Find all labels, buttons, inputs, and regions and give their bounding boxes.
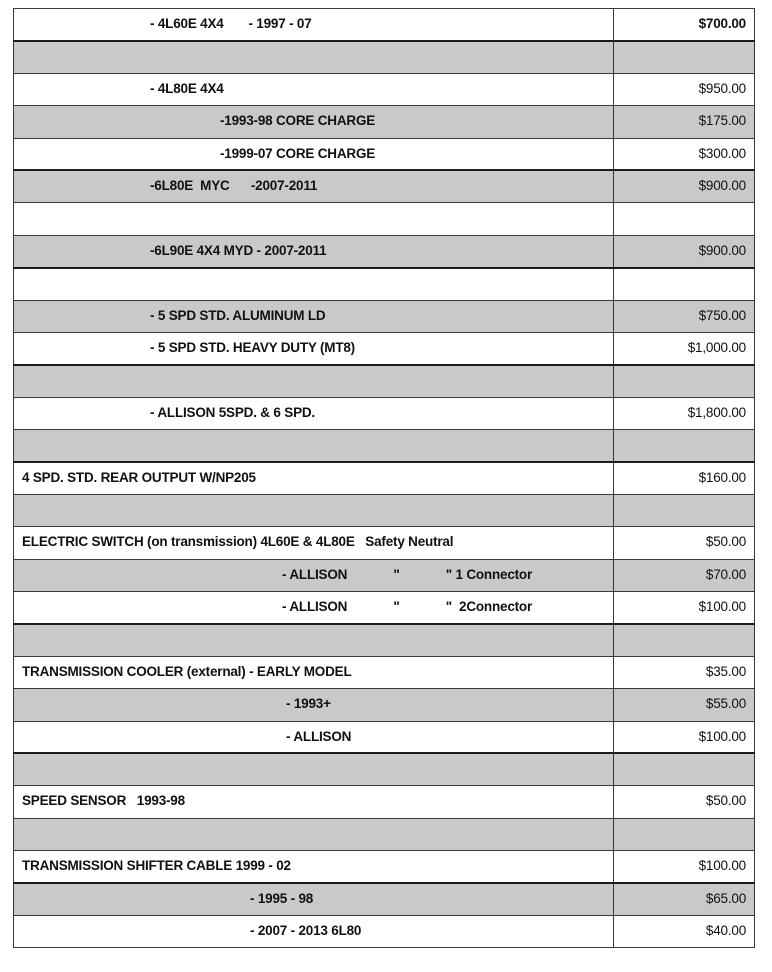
item-description: - 5 SPD STD. HEAVY DUTY (MT8) <box>14 332 614 364</box>
item-price: $100.00 <box>614 851 755 883</box>
table-row <box>14 430 755 462</box>
item-description <box>14 624 614 656</box>
table-row <box>14 138 755 170</box>
table-row <box>14 818 755 850</box>
table-row <box>14 203 755 235</box>
item-description: - 4L60E 4X4 - 1997 - 07 <box>14 9 614 41</box>
item-description: -1993-98 CORE CHARGE <box>14 106 614 138</box>
table-row <box>14 494 755 526</box>
item-description: - ALLISON 5SPD. & 6 SPD. <box>14 397 614 429</box>
item-description: - ALLISON " " 2Connector <box>14 592 614 624</box>
item-description: -1999-07 CORE CHARGE <box>14 138 614 170</box>
table-row <box>14 656 755 688</box>
table-row <box>14 527 755 559</box>
table-row <box>14 689 755 721</box>
price-list-body <box>14 9 755 948</box>
table-row <box>14 753 755 785</box>
item-description: - ALLISON " " 1 Connector <box>14 559 614 591</box>
item-price: $100.00 <box>614 721 755 753</box>
table-row <box>14 235 755 267</box>
item-price <box>614 365 755 397</box>
item-price <box>614 203 755 235</box>
item-price: $750.00 <box>614 300 755 332</box>
item-price: $160.00 <box>614 462 755 494</box>
table-row <box>14 915 755 947</box>
item-description: - 4L80E 4X4 <box>14 73 614 105</box>
item-price: $175.00 <box>614 106 755 138</box>
item-price <box>614 268 755 300</box>
table-row <box>14 300 755 332</box>
item-description: -6L90E 4X4 MYD - 2007-2011 <box>14 235 614 267</box>
table-row <box>14 624 755 656</box>
table-row <box>14 462 755 494</box>
item-description <box>14 365 614 397</box>
table-row <box>14 397 755 429</box>
table-row <box>14 41 755 73</box>
item-description <box>14 494 614 526</box>
table-row <box>14 592 755 624</box>
item-description: - 5 SPD STD. ALUMINUM LD <box>14 300 614 332</box>
item-price <box>614 818 755 850</box>
table-row <box>14 106 755 138</box>
item-price: $900.00 <box>614 170 755 202</box>
item-description: 4 SPD. STD. REAR OUTPUT W/NP205 <box>14 462 614 494</box>
item-description <box>14 753 614 785</box>
item-description: ELECTRIC SWITCH (on transmission) 4L60E & 4L80E Safety Neutral <box>14 527 614 559</box>
item-price: $300.00 <box>614 138 755 170</box>
item-price: $900.00 <box>614 235 755 267</box>
item-description: TRANSMISSION COOLER (external) - EARLY MODEL <box>14 656 614 688</box>
item-price <box>614 753 755 785</box>
table-row <box>14 721 755 753</box>
item-description <box>14 41 614 73</box>
item-price: $50.00 <box>614 527 755 559</box>
item-price: $1,000.00 <box>614 332 755 364</box>
item-price: $50.00 <box>614 786 755 818</box>
table-row <box>14 883 755 915</box>
item-price: $70.00 <box>614 559 755 591</box>
table-row <box>14 73 755 105</box>
item-description: - 1995 - 98 <box>14 883 614 915</box>
item-description <box>14 203 614 235</box>
item-price: $1,800.00 <box>614 397 755 429</box>
item-price: $65.00 <box>614 883 755 915</box>
item-price: $950.00 <box>614 73 755 105</box>
table-row <box>14 851 755 883</box>
table-row <box>14 170 755 202</box>
item-price: $35.00 <box>614 656 755 688</box>
item-description: - 1993+ <box>14 689 614 721</box>
item-description: - 2007 - 2013 6L80 <box>14 915 614 947</box>
item-description: -6L80E MYC -2007-2011 <box>14 170 614 202</box>
item-price <box>614 41 755 73</box>
item-description <box>14 430 614 462</box>
item-description <box>14 268 614 300</box>
table-row <box>14 268 755 300</box>
item-price <box>614 624 755 656</box>
table-row <box>14 332 755 364</box>
item-description: SPEED SENSOR 1993-98 <box>14 786 614 818</box>
item-description: - ALLISON <box>14 721 614 753</box>
table-row <box>14 9 755 41</box>
item-price: $100.00 <box>614 592 755 624</box>
item-price: $40.00 <box>614 915 755 947</box>
item-description <box>14 818 614 850</box>
item-description: TRANSMISSION SHIFTER CABLE 1999 - 02 <box>14 851 614 883</box>
table-row <box>14 365 755 397</box>
item-price: $700.00 <box>614 9 755 41</box>
price-list-table <box>13 8 755 948</box>
table-row <box>14 786 755 818</box>
item-price <box>614 494 755 526</box>
table-row <box>14 559 755 591</box>
item-price: $55.00 <box>614 689 755 721</box>
item-price <box>614 430 755 462</box>
